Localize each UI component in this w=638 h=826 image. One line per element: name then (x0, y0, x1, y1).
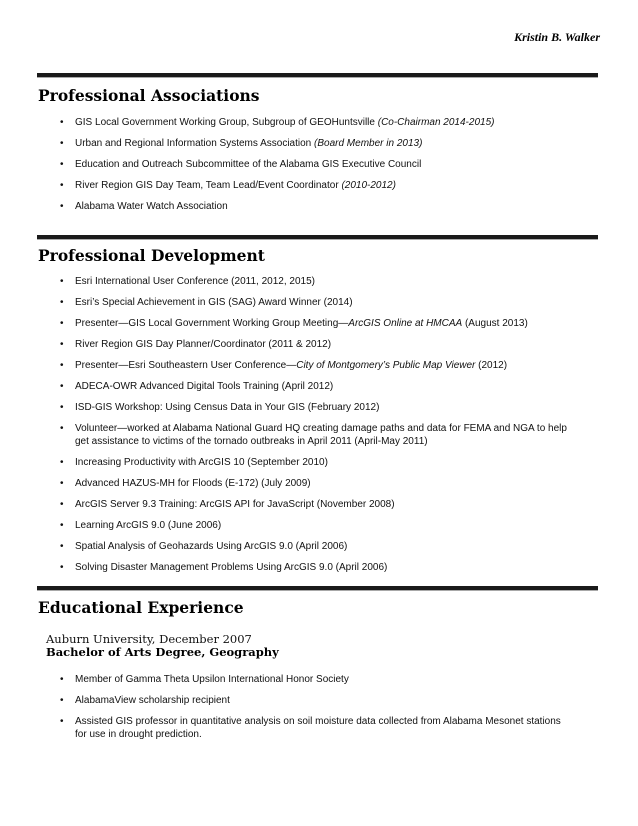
list-item (0, 296, 575, 309)
list-item (0, 561, 575, 574)
item-text: Esri’s Special Achievement in GIS (SAG) Award Winner (2014) (75, 297, 353, 308)
item-text: Assisted GIS professor in quantitative analysis on soil moisture data collected from Alabama Mesonet stations for use in drought prediction. (75, 716, 561, 740)
item-text: Presenter—GIS Local Government Working Group Meeting— (75, 318, 349, 329)
bullet-icon: • (60, 159, 64, 170)
item-text: Alabama Water Watch Association (75, 201, 228, 212)
list-item (0, 456, 575, 469)
bullet-icon: • (60, 457, 64, 468)
header-name: Kristin B. Walker (514, 30, 600, 44)
list-item (0, 380, 575, 393)
bullet-icon: • (60, 180, 64, 191)
bullet-icon: • (60, 423, 64, 434)
bullet-icon: • (60, 541, 64, 552)
section-divider (37, 73, 598, 78)
section-title-development: Professional Development (38, 246, 265, 265)
item-note: (Board Member in 2013) (314, 138, 423, 149)
associations-list (0, 116, 575, 221)
item-text: Presenter—Esri Southeastern User Conference— (75, 360, 297, 371)
item-suffix: (August 2013) (462, 318, 528, 329)
item-note: (2010-2012) (341, 180, 396, 191)
list-item (0, 422, 575, 448)
bullet-icon: • (60, 402, 64, 413)
list-item (0, 116, 575, 129)
item-text: Urban and Regional Information Systems Association (75, 138, 315, 149)
development-list (0, 275, 575, 582)
item-text: River Region GIS Day Planner/Coordinator (2011 & 2012) (75, 339, 332, 350)
education-list (0, 673, 575, 749)
list-item (0, 519, 575, 532)
bullet-icon: • (60, 201, 64, 212)
list-item (0, 715, 575, 741)
item-text: ISD-GIS Workshop: Using Census Data in Your GIS (February 2012) (75, 402, 380, 413)
item-text: Education and Outreach Subcommittee of the Alabama GIS Executive Council (75, 159, 422, 170)
bullet-icon: • (60, 520, 64, 531)
list-item (0, 338, 575, 351)
item-text: AlabamaView scholarship recipient (75, 695, 230, 706)
bullet-icon: • (60, 381, 64, 392)
item-italic: City of Montgomery’s Public Map Viewer (296, 360, 476, 371)
item-text: Solving Disaster Management Problems Using ArcGIS 9.0 (April 2006) (75, 562, 388, 573)
item-text: River Region GIS Day Team, Team Lead/Event Coordinator (75, 180, 342, 191)
list-item (0, 540, 575, 553)
list-item (0, 401, 575, 414)
item-text: Spatial Analysis of Geohazards Using ArcGIS 9.0 (April 2006) (75, 541, 348, 552)
section-divider (37, 586, 598, 591)
list-item (0, 673, 575, 686)
bullet-icon: • (60, 138, 64, 149)
section-divider (37, 235, 598, 240)
section-title-associations: Professional Associations (38, 86, 260, 105)
bullet-icon: • (60, 276, 64, 287)
item-text: Advanced HAZUS-MH for Floods (E-172) (July 2009) (75, 478, 311, 489)
bullet-icon: • (60, 562, 64, 573)
item-italic: ArcGIS Online at HMCAA (348, 318, 463, 329)
bullet-icon: • (60, 674, 64, 685)
bullet-icon: • (60, 297, 64, 308)
item-text: Esri International User Conference (2011, 2012, 2015) (75, 276, 315, 287)
list-item (0, 694, 575, 707)
list-item (0, 200, 575, 213)
list-item (0, 179, 575, 192)
section-title-education: Educational Experience (38, 598, 244, 617)
list-item (0, 317, 575, 330)
bullet-icon: • (60, 360, 64, 371)
bullet-icon: • (60, 499, 64, 510)
bullet-icon: • (60, 478, 64, 489)
item-text: GIS Local Government Working Group, Subgroup of GEOHuntsville (75, 117, 378, 128)
list-item (0, 498, 575, 511)
item-text: Volunteer—worked at Alabama National Guard HQ creating damage paths and data for FEMA and NGA to help get assistance to victims of the tornado outbreaks in April 2011 (April-May 2011) (75, 423, 567, 447)
item-text: Increasing Productivity with ArcGIS 10 (September 2010) (75, 457, 328, 468)
list-item (0, 137, 575, 150)
bullet-icon: • (60, 339, 64, 350)
bullet-icon: • (60, 695, 64, 706)
list-item (0, 158, 575, 171)
list-item (0, 275, 575, 288)
bullet-icon: • (60, 716, 64, 727)
list-item (0, 477, 575, 490)
item-suffix: (2012) (475, 360, 508, 371)
education-degree: Bachelor of Arts Degree, Geography (46, 645, 279, 659)
item-text: ADECA-OWR Advanced Digital Tools Training (April 2012) (75, 381, 334, 392)
item-text: Learning ArcGIS 9.0 (June 2006) (75, 520, 222, 531)
list-item (0, 359, 575, 372)
item-text: ArcGIS Server 9.3 Training: ArcGIS API for JavaScript (November 2008) (75, 499, 395, 510)
bullet-icon: • (60, 318, 64, 329)
education-school: Auburn University, December 2007 (46, 632, 252, 646)
item-text: Member of Gamma Theta Upsilon International Honor Society (75, 674, 349, 685)
item-note: (Co-Chairman 2014-2015) (377, 117, 495, 128)
bullet-icon: • (60, 117, 64, 128)
